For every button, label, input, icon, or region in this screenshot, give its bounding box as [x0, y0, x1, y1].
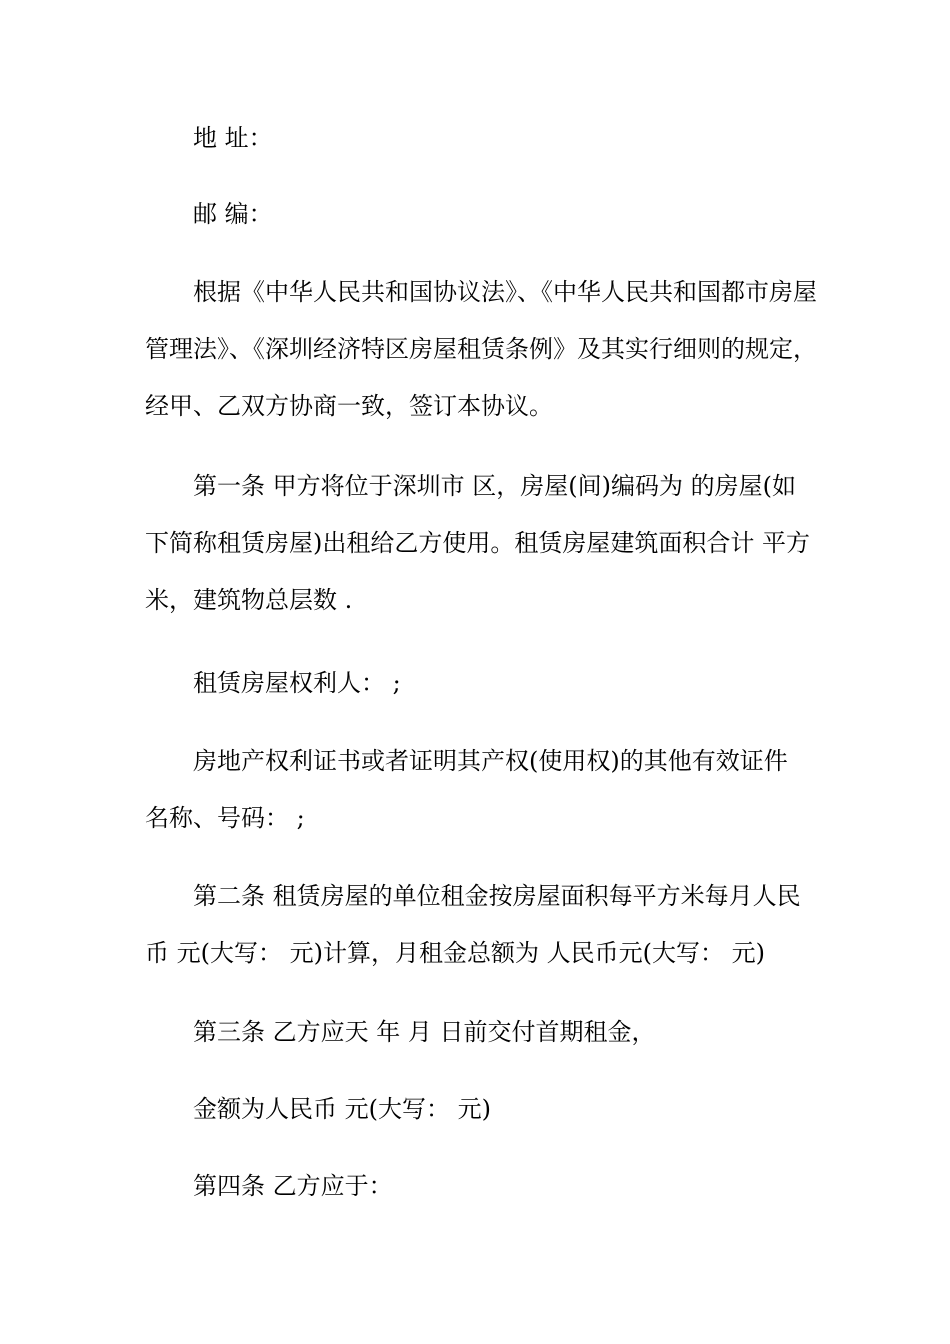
article-1-line: 米，建筑物总层数 .: [145, 586, 353, 614]
certificate-line: 房地产权利证书或者证明其产权(使用权)的其他有效证件: [193, 747, 788, 775]
address-line: 地 址：: [193, 124, 273, 152]
right-holder-line: 租赁房屋权利人： ;: [193, 669, 401, 697]
certificate-paragraph: [145, 733, 810, 847]
article-1-paragraph: [145, 458, 810, 629]
basis-line: 管理法》、《深圳经济特区房屋租赁条例》及其实行细则的规定，: [145, 335, 817, 363]
certificate-line: 名称、号码： ;: [145, 804, 305, 832]
article-4-paragraph: [145, 1158, 810, 1215]
basis-paragraph: [145, 264, 817, 435]
amount-paragraph: [145, 1081, 810, 1138]
postcode-line: 邮 编：: [193, 200, 273, 228]
article-3-paragraph: [145, 1004, 810, 1061]
basis-line: 经甲、乙双方协商一致，签订本协议。: [145, 392, 553, 420]
amount-line: 金额为人民币 元(大写： 元): [193, 1095, 491, 1123]
address-label: [145, 110, 810, 167]
article-2-line: 币 元(大写： 元)计算，月租金总额为 人民币元(大写： 元): [145, 939, 765, 967]
article-1-line: 下简称租赁房屋)出租给乙方使用。租赁房屋建筑面积合计 平方: [145, 529, 810, 557]
right-holder-paragraph: [145, 655, 810, 712]
postcode-label: [145, 186, 810, 243]
article-1-line: 第一条 甲方将位于深圳市 区，房屋(间)编码为 的房屋(如: [193, 472, 796, 500]
article-2-paragraph: [145, 868, 810, 982]
article-3-line: 第三条 乙方应天 年 月 日前交付首期租金，: [193, 1018, 656, 1046]
article-4-line: 第四条 乙方应于：: [193, 1172, 393, 1200]
article-2-line: 第二条 租赁房屋的单位租金按房屋面积每平方米每月人民: [193, 882, 801, 910]
basis-line: 根据《中华人民共和国协议法》、《中华人民共和国都市房屋: [193, 278, 817, 306]
